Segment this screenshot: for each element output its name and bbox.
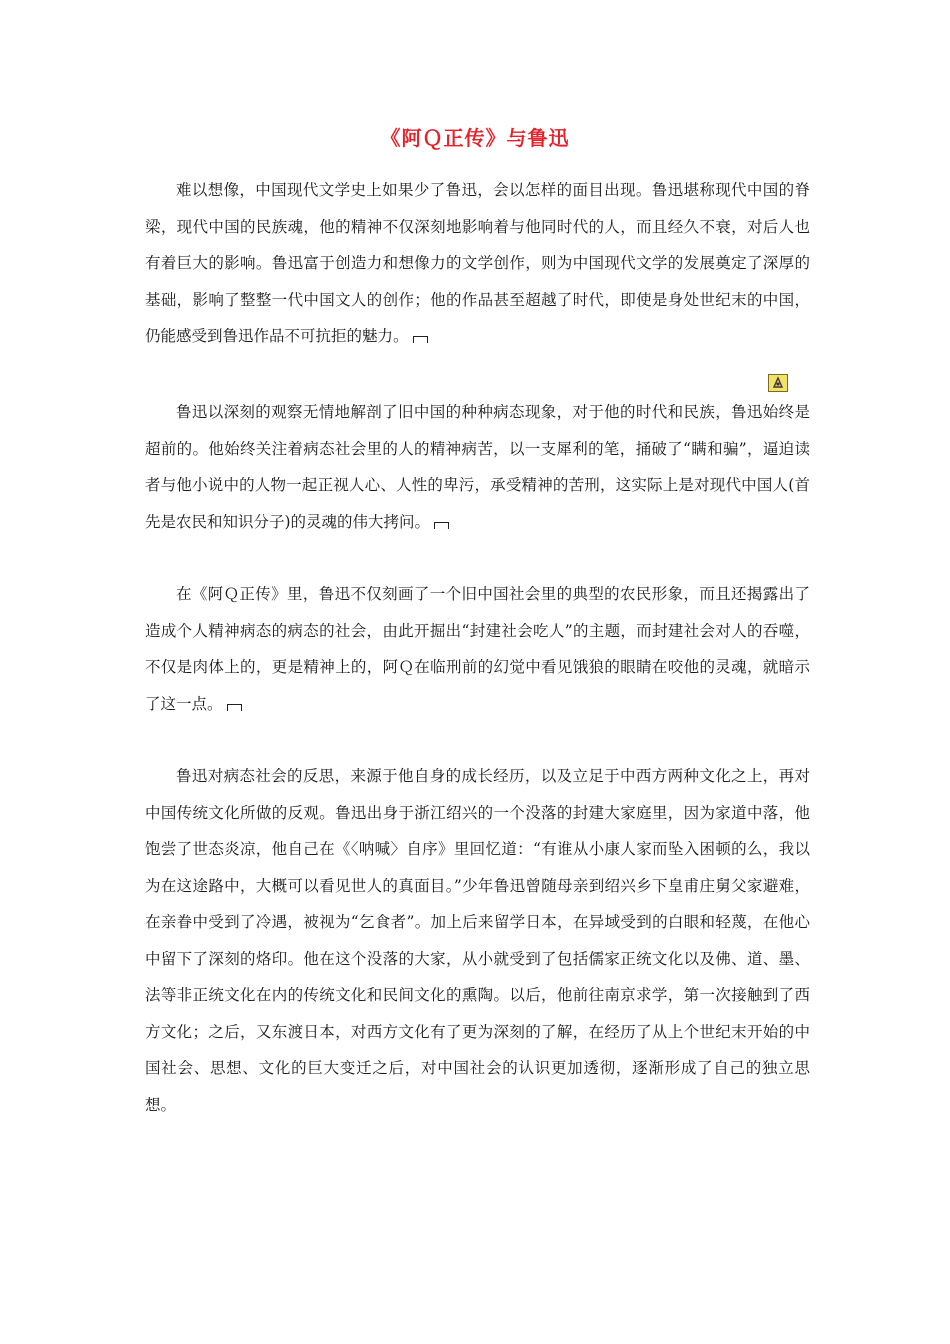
paragraph-end-mark-icon [227,704,242,711]
paragraph-4 [145,758,810,1123]
paragraph-end-mark-icon [434,522,449,529]
paragraph-3-text: 在《阿Ｑ正传》里，鲁迅不仅刻画了一个旧中国社会里的典型的农民形象，而且还揭露出了造成个人精神病态的病态的社会，由此开掘出“封建社会吃人”的主题，而封建社会对人的吞噬，不仅是肉体上的，更是精神上的，阿Ｑ在临刑前的幻觉中看见饿狼的眼睛在咬他的灵魂，就暗示了这一点。 [145,585,810,713]
paragraph-1-text: 难以想像，中国现代文学史上如果少了鲁迅，会以怎样的面目出现。鲁迅堪称现代中国的脊梁，现代中国的民族魂，他的精神不仅深刻地影响着与他同时代的人，而且经久不衰，对后人也有着巨大的影响。鲁迅富于创造力和想像力的文学创作，则为中国现代文学的发展奠定了深厚的基础，影响了整整一代中国文人的创作；他的作品甚至超越了时代，即使是身处世纪末的中国，仍能感受到鲁迅作品不可抗拒的魅力。 [145,181,810,345]
paragraph-1 [145,172,810,355]
page-title: 《阿Ｑ正传》与鲁迅 [380,126,570,150]
paragraph-2 [145,394,810,540]
note-icon[interactable] [768,374,788,392]
paragraph-2-text: 鲁迅以深刻的观察无情地解剖了旧中国的种种病态现象，对于他的时代和民族，鲁迅始终是超前的。他始终关注着病态社会里的人的精神病苦，以一支犀利的笔，捅破了“瞒和骗”，逼迫读者与他小说中的人物一起正视人心、人性的卑污，承受精神的苦刑，这实际上是对现代中国人(首先是农民和知识分子)的灵魂的伟大拷问。 [145,403,810,531]
paragraph-3 [145,576,810,722]
paragraph-4-text: 鲁迅对病态社会的反思，来源于他自身的成长经历，以及立足于中西方两种文化之上，再对中国传统文化所做的反观。鲁迅出身于浙江绍兴的一个没落的封建大家庭里，因为家道中落，他饱尝了世态炎凉，他自己在《〈呐喊〉自序》里回忆道：“有谁从小康人家而坠入困顿的么，我以为在这途路中，大概可以看见世人的真面目。”少年鲁迅曾随母亲到绍兴乡下皇甫庄舅父家避难，在亲眷中受到了冷遇，被视为“乞食者”。加上后来留学日本，在异域受到的白眼和轻蔑，在他心中留下了深刻的烙印。他在这个没落的大家，从小就受到了包括儒家正统文化以及佛、道、墨、法等非正统文化在内的传统文化和民间文化的熏陶。以后，他前往南京求学，第一次接触到了西方文化；之后，又东渡日本，对西方文化有了更为深刻的了解，在经历了从上个世纪末开始的中国社会、思想、文化的巨大变迁之后，对中国社会的认识更加透彻，逐渐形成了自己的独立思想。 [145,767,810,1114]
paragraph-end-mark-icon [413,336,428,343]
